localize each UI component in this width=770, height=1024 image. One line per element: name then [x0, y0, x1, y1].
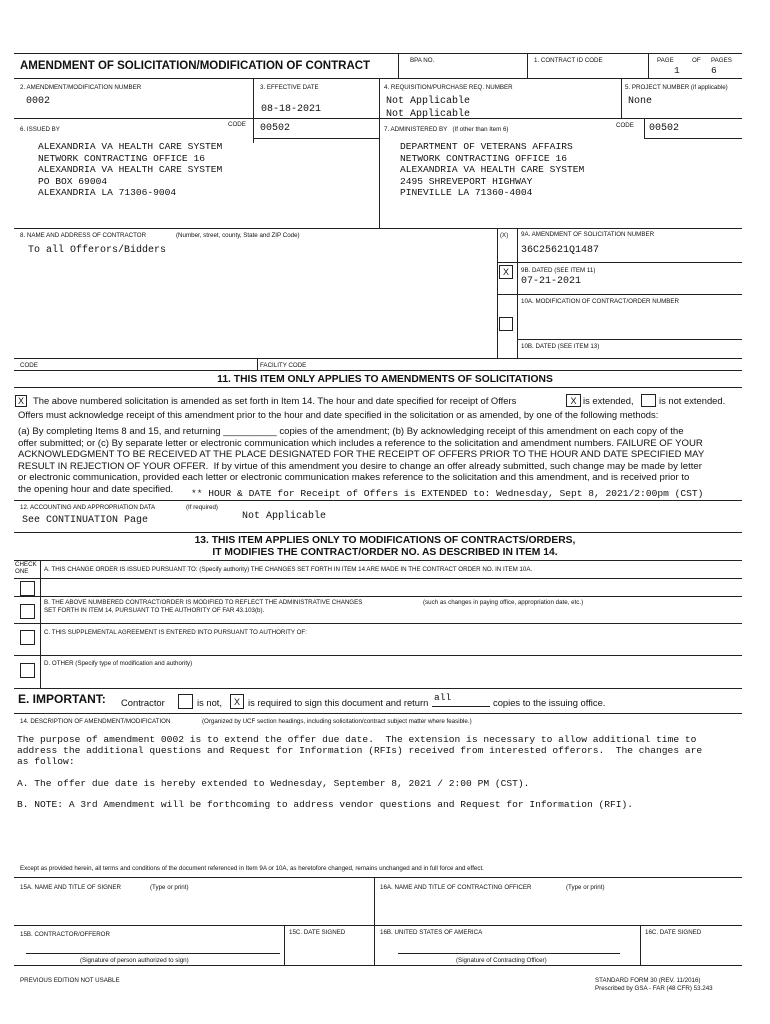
check-13d[interactable]: [20, 663, 35, 678]
item13-b-text-1b: (such as changes in paying office, appropriation date, etc.): [423, 599, 584, 606]
item13-title-1: 13. THIS ITEM APPLIES ONLY TO MODIFICATIONS OF CONTRACTS/ORDERS,: [194, 535, 576, 546]
amendment-number-label: 2. AMENDMENT/MODIFICATION NUMBER: [20, 84, 142, 91]
important-is-not: is not,: [197, 697, 223, 708]
signature-person-label: (Signature of person authorized to sign): [80, 957, 189, 964]
accounting-value-2[interactable]: Not Applicable: [242, 511, 327, 522]
effective-date-value[interactable]: 08-18-2021: [261, 104, 322, 115]
signer-name-label: 15A. NAME AND TITLE OF SIGNER: [20, 884, 121, 891]
except-text: Except as provided herein, all terms and conditions of the document referenced in Item 9A or 10A, as heretofore changed, remains unchanged and in full force and effect.: [20, 865, 484, 872]
issued-by-label: 6. ISSUED BY: [20, 126, 60, 133]
dated-9b-value[interactable]: 07-21-2021: [521, 276, 582, 287]
standard-form: STANDARD FORM 30 (REV. 11/2016): [595, 977, 701, 984]
contractor-name-value[interactable]: To all Offerors/Bidders: [28, 245, 167, 256]
item11-line1: The above numbered solicitation is amended as set forth in Item 14. The hour and date specified for receipt of Offers: [33, 395, 517, 406]
check-13b[interactable]: [20, 604, 35, 619]
important-contractor: Contractor: [121, 697, 165, 708]
item14-item-a[interactable]: A. The offer due date is hereby extended to Wednesday, September 8, 2021 / 2:00 PM (CST).: [17, 778, 530, 789]
pages-label: PAGES: [711, 57, 732, 64]
item14-body[interactable]: The purpose of amendment 0002 is to extend the offer due date. The extension is necessary to allow additional time to address the additional questions and Request for Information (RFIs) received from interested offerors. The changes are as follow:: [17, 734, 703, 767]
item14-label: 14. DESCRIPTION OF AMENDMENT/MODIFICATION: [20, 718, 171, 725]
admin-code-value[interactable]: 00502: [649, 123, 680, 134]
check-13c[interactable]: [20, 630, 35, 645]
contractor-date-signed-label: 15C. DATE SIGNED: [289, 929, 346, 936]
issued-code-value[interactable]: 00502: [260, 123, 291, 134]
check-10a[interactable]: [499, 317, 513, 331]
item13-b-text-1: B. THE ABOVE NUMBERED CONTRACT/ORDER IS MODIFIED TO REFLECT THE ADMINISTRATIVE CHANGES: [44, 599, 363, 606]
officer-name-sub: (Type or print): [566, 884, 605, 891]
amendment-9a-label: 9A. AMENDMENT OF SOLICITATION NUMBER: [521, 231, 655, 238]
admin-code-label: CODE: [616, 122, 634, 129]
effective-date-label: 3. EFFECTIVE DATE: [260, 84, 319, 91]
signature-officer-label: (Signature of Contracting Officer): [456, 957, 547, 964]
accounting-label: 12. ACCOUNTING AND APPROPRIATION DATA: [20, 504, 156, 511]
check-13a[interactable]: [20, 581, 35, 596]
check-one-label: CHECK ONE: [15, 561, 37, 575]
check-extended[interactable]: X: [566, 394, 581, 407]
contract-id-label: 1. CONTRACT ID CODE: [534, 57, 603, 64]
item14-sub: (Organized by UCF section headings, including solicitation/contract subject matter where feasible.): [202, 718, 472, 725]
extended-label: is extended,: [583, 395, 634, 406]
issued-code-label: CODE: [228, 121, 246, 128]
page-label: PAGE: [657, 57, 674, 64]
administered-by-label: 7. ADMINISTERED BY (If other than Item 6): [384, 126, 509, 133]
x-column-label: (X): [500, 232, 509, 239]
form-title: AMENDMENT OF SOLICITATION/MODIFICATION OF CONTRACT: [20, 60, 371, 72]
project-number-value[interactable]: None: [628, 96, 653, 107]
check-is-not[interactable]: [178, 694, 193, 709]
contractor-name-label: 8. NAME AND ADDRESS OF CONTRACTOR: [20, 232, 147, 239]
check-not-extended[interactable]: [641, 394, 656, 407]
check-is-required[interactable]: X: [230, 694, 244, 709]
accounting-value-1[interactable]: See CONTINUATION Page: [22, 515, 149, 526]
accounting-sub: (If required): [186, 504, 218, 511]
contractor-name-sub: (Number, street, county, State and ZIP Code): [176, 232, 300, 239]
page-value: 1: [674, 65, 680, 76]
requisition-value[interactable]: Not Applicable Not Applicable: [386, 96, 471, 120]
officer-name-label: 16A. NAME AND TITLE OF CONTRACTING OFFICER: [380, 884, 532, 891]
important-copies-text: copies to the issuing office.: [493, 697, 606, 708]
check-solicitation-amended[interactable]: X: [15, 395, 27, 407]
item11-title: 11. THIS ITEM ONLY APPLIES TO AMENDMENTS OF SOLICITATIONS: [217, 374, 553, 385]
contractor-offeror-label: 15B. CONTRACTOR/OFFEROR: [20, 931, 110, 938]
pages-value: 6: [711, 65, 717, 76]
item11-paragraph: (a) By completing Items 8 and 15, and returning __________ copies of the amendment; (b) By acknowledging receipt of this amendment on each copy of the offer submitted; or (c) By separate letter or electronic communication which includes a reference to the solicitation and amendment numbers. FAILURE OF YOUR ACKNOWLEDGMENT TO BE RECEIVED AT THE PLACE DESIGNATED FOR THE RECEIPT OF OFFERS PRIOR TO THE HOUR AND DATE SPECIFIED MAY RESULT IN REJECTION OF YOUR OFFER. If by virtue of this amendment you desire to change an offer already submitted, such change may be made by letter or electronic communication, provided each letter or electronic communication makes reference to the solicitation and this amendment, and is received prior to the opening hour and date specified.: [18, 426, 705, 495]
united-states-label: 16B. UNITED STATES OF AMERICA: [380, 929, 483, 936]
important-label: E. IMPORTANT:: [18, 692, 106, 706]
amendment-9a-value[interactable]: 36C25621Q1487: [521, 245, 600, 256]
administered-by-address[interactable]: DEPARTMENT OF VETERANS AFFAIRS NETWORK CONTRACTING OFFICE 16 ALEXANDRIA VA HEALTH CARE SYSTEM 2495 SHREVEPORT HIGHWAY PINEVILLE LA 71360-4004: [400, 141, 585, 198]
item13-b-text-2: SET FORTH IN ITEM 14, PURSUANT TO THE AUTHORITY OF FAR 43.103(b).: [44, 607, 265, 614]
important-copies-value[interactable]: all: [434, 692, 452, 703]
issued-by-address[interactable]: ALEXANDRIA VA HEALTH CARE SYSTEM NETWORK CONTRACTING OFFICE 16 ALEXANDRIA VA HEALTH CARE SYSTEM PO BOX 69004 ALEXANDRIA LA 71306-9004: [38, 141, 223, 198]
check-9b[interactable]: X: [499, 265, 513, 279]
item11-extension-note: ** HOUR & DATE for Receipt of Offers is EXTENDED to: Wednesday, Sept 8, 2021/2:00pm (CST): [191, 488, 704, 499]
signer-name-sub: (Type or print): [150, 884, 189, 891]
contractor-code-label: CODE: [20, 362, 38, 369]
item11-line2: Offers must acknowledge receipt of this amendment prior to the hour and date specified in the solicitation or as amended, by one of the following methods:: [18, 409, 659, 420]
dated-9b-label: 9B. DATED (SEE ITEM 11): [521, 267, 596, 274]
amendment-number-value[interactable]: 0002: [26, 96, 51, 107]
of-label: OF: [692, 57, 701, 64]
officer-date-signed-label: 16C. DATE SIGNED: [645, 929, 702, 936]
item13-title-2: IT MODIFIES THE CONTRACT/ORDER NO. AS DESCRIBED IN ITEM 14.: [212, 547, 558, 558]
item13-d-text: D. OTHER (Specify type of modification and authority): [44, 660, 193, 667]
dated-10b-label: 10B. DATED (SEE ITEM 13): [521, 343, 600, 350]
item14-item-b[interactable]: B. NOTE: A 3rd Amendment will be forthcoming to address vendor questions and Request for Information (RFI).: [17, 799, 634, 810]
facility-code-label: FACILITY CODE: [260, 362, 307, 369]
item13-a-text: A. THIS CHANGE ORDER IS ISSUED PURSUANT TO: (Specify authority) THE CHANGES SET FORTH IN ITEM 14 ARE MADE IN THE CONTRACT ORDER NO. IN ITEM 10A.: [44, 566, 533, 573]
bpa-no-label: BPA NO.: [410, 57, 435, 64]
requisition-label: 4. REQUISITION/PURCHASE REQ. NUMBER: [384, 84, 513, 91]
prescribed-by: Prescribed by GSA - FAR (48 CFR) 53.243: [595, 985, 713, 992]
not-extended-label: is not extended.: [659, 395, 726, 406]
modification-10a-label: 10A. MODIFICATION OF CONTRACT/ORDER NUMBER: [521, 298, 680, 305]
previous-edition: PREVIOUS EDITION NOT USABLE: [20, 977, 120, 984]
project-number-label: 5. PROJECT NUMBER (if applicable): [625, 84, 728, 91]
important-required-text: is required to sign this document and return: [248, 697, 429, 708]
item13-c-text: C. THIS SUPPLEMENTAL AGREEMENT IS ENTERED INTO PURSUANT TO AUTHORITY OF:: [44, 629, 307, 636]
